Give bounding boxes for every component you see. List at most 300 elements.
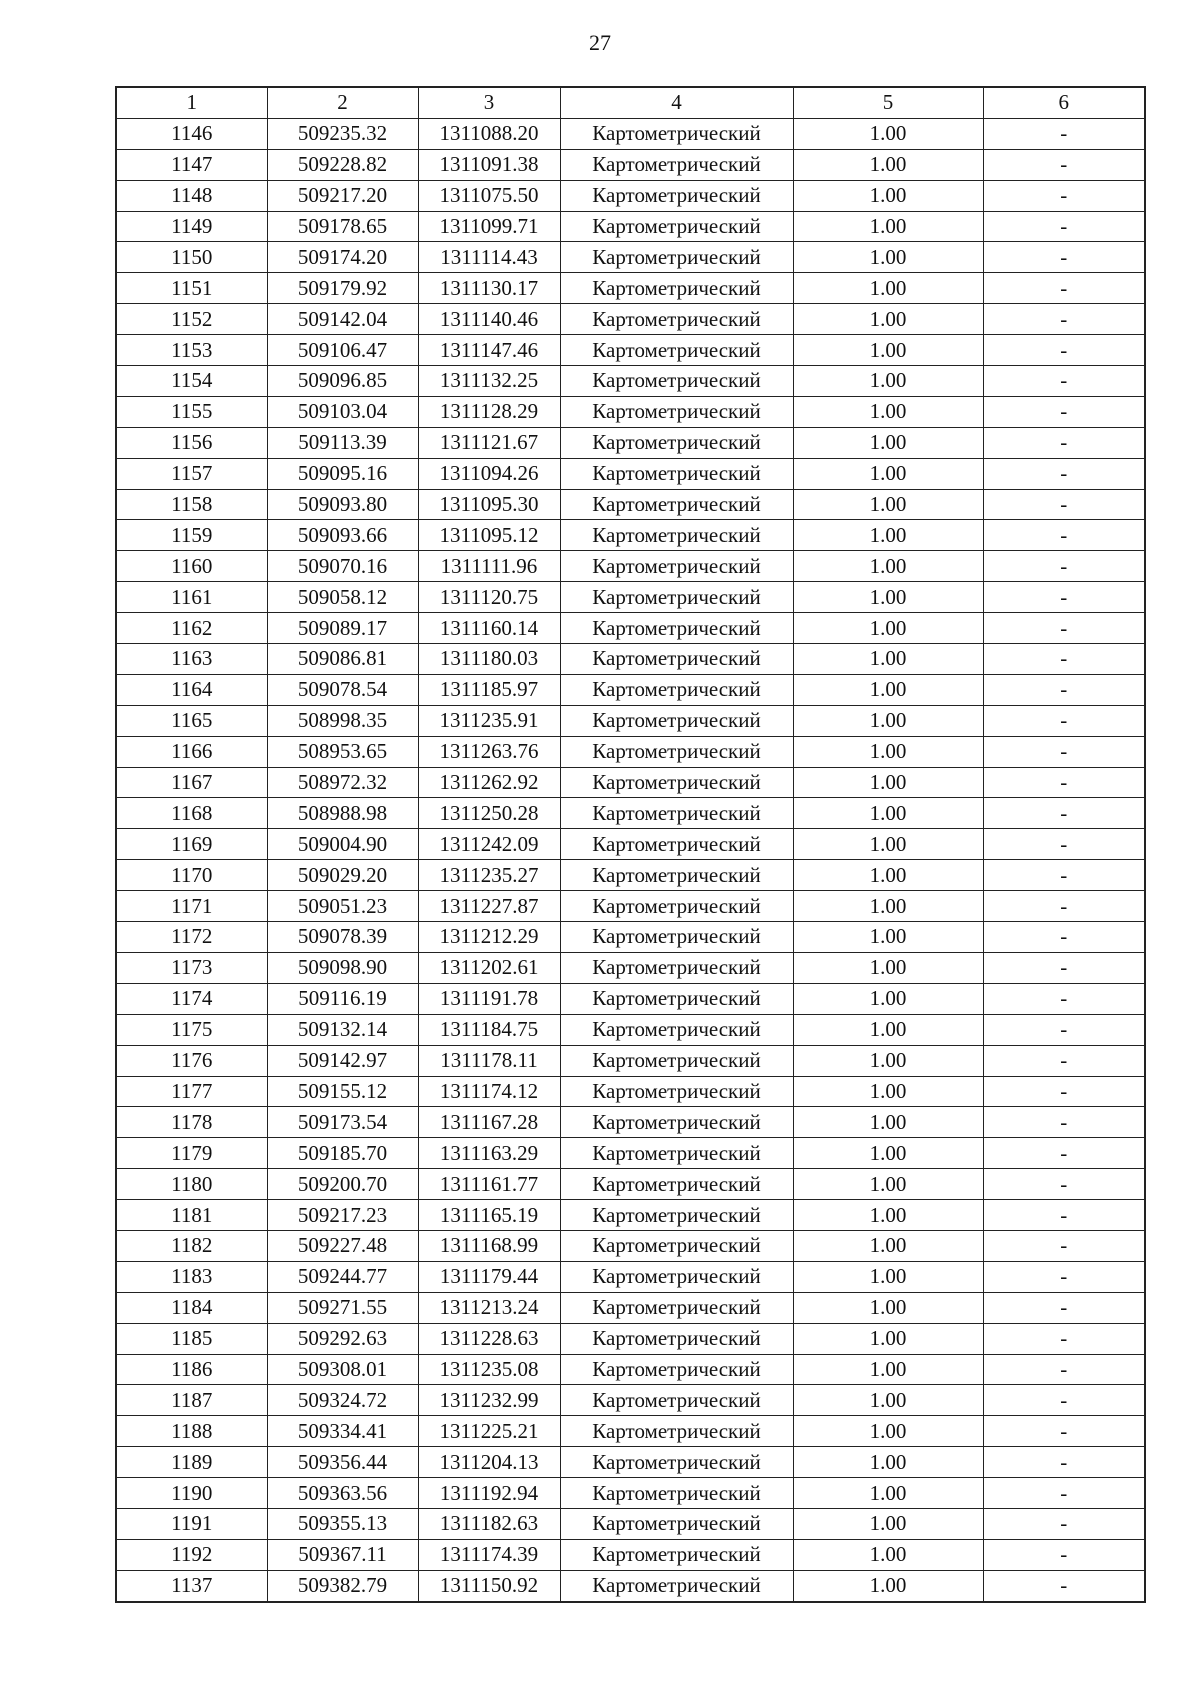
x-coordinate-cell: 509235.32 xyxy=(267,118,418,149)
y-coordinate-cell: 1311174.39 xyxy=(418,1539,560,1570)
method-cell: Картометрический xyxy=(560,427,793,458)
y-coordinate-cell: 1311179.44 xyxy=(418,1261,560,1292)
accuracy-cell: 1.00 xyxy=(793,1200,983,1231)
method-cell: Картометрический xyxy=(560,613,793,644)
method-cell: Картометрический xyxy=(560,335,793,366)
accuracy-cell: 1.00 xyxy=(793,1014,983,1045)
note-cell: - xyxy=(983,1045,1145,1076)
accuracy-cell: 1.00 xyxy=(793,1169,983,1200)
point-number-cell: 1150 xyxy=(116,242,267,273)
x-coordinate-cell: 509217.23 xyxy=(267,1200,418,1231)
x-coordinate-cell: 509155.12 xyxy=(267,1076,418,1107)
y-coordinate-cell: 1311114.43 xyxy=(418,242,560,273)
table-row xyxy=(116,952,1145,983)
y-coordinate-cell: 1311182.63 xyxy=(418,1508,560,1539)
method-cell: Картометрический xyxy=(560,1539,793,1570)
x-coordinate-cell: 509058.12 xyxy=(267,582,418,613)
accuracy-cell: 1.00 xyxy=(793,891,983,922)
accuracy-cell: 1.00 xyxy=(793,1292,983,1323)
table-row xyxy=(116,242,1145,273)
point-number-cell: 1182 xyxy=(116,1230,267,1261)
page-number: 27 xyxy=(589,30,611,55)
point-number-cell: 1183 xyxy=(116,1261,267,1292)
y-coordinate-cell: 1311212.29 xyxy=(418,922,560,953)
point-number-cell: 1179 xyxy=(116,1138,267,1169)
x-coordinate-cell: 509095.16 xyxy=(267,458,418,489)
method-cell: Картометрический xyxy=(560,520,793,551)
method-cell: Картометрический xyxy=(560,644,793,675)
accuracy-cell: 1.00 xyxy=(793,180,983,211)
method-cell: Картометрический xyxy=(560,922,793,953)
y-coordinate-cell: 1311094.26 xyxy=(418,458,560,489)
accuracy-cell: 1.00 xyxy=(793,427,983,458)
table-row xyxy=(116,582,1145,613)
x-coordinate-cell: 509089.17 xyxy=(267,613,418,644)
table-row xyxy=(116,1014,1145,1045)
method-cell: Картометрический xyxy=(560,891,793,922)
y-coordinate-cell: 1311132.25 xyxy=(418,366,560,397)
table-row xyxy=(116,211,1145,242)
accuracy-cell: 1.00 xyxy=(793,366,983,397)
x-coordinate-cell: 509355.13 xyxy=(267,1508,418,1539)
accuracy-cell: 1.00 xyxy=(793,798,983,829)
accuracy-cell: 1.00 xyxy=(793,613,983,644)
method-cell: Картометрический xyxy=(560,1014,793,1045)
y-coordinate-cell: 1311128.29 xyxy=(418,396,560,427)
table-row xyxy=(116,458,1145,489)
table-row xyxy=(116,1323,1145,1354)
note-cell: - xyxy=(983,1447,1145,1478)
y-coordinate-cell: 1311163.29 xyxy=(418,1138,560,1169)
note-cell: - xyxy=(983,366,1145,397)
x-coordinate-cell: 509185.70 xyxy=(267,1138,418,1169)
accuracy-cell: 1.00 xyxy=(793,520,983,551)
accuracy-cell: 1.00 xyxy=(793,458,983,489)
method-cell: Картометрический xyxy=(560,798,793,829)
method-cell: Картометрический xyxy=(560,1076,793,1107)
point-number-cell: 1158 xyxy=(116,489,267,520)
point-number-cell: 1191 xyxy=(116,1508,267,1539)
method-cell: Картометрический xyxy=(560,489,793,520)
method-cell: Картометрический xyxy=(560,1478,793,1509)
y-coordinate-cell: 1311235.08 xyxy=(418,1354,560,1385)
accuracy-cell: 1.00 xyxy=(793,149,983,180)
y-coordinate-cell: 1311235.27 xyxy=(418,860,560,891)
note-cell: - xyxy=(983,983,1145,1014)
table-row xyxy=(116,1230,1145,1261)
point-number-cell: 1165 xyxy=(116,705,267,736)
method-cell: Картометрический xyxy=(560,952,793,983)
x-coordinate-cell: 509356.44 xyxy=(267,1447,418,1478)
table-row xyxy=(116,798,1145,829)
note-cell: - xyxy=(983,1354,1145,1385)
x-coordinate-cell: 509078.54 xyxy=(267,674,418,705)
point-number-cell: 1184 xyxy=(116,1292,267,1323)
y-coordinate-cell: 1311150.92 xyxy=(418,1570,560,1601)
accuracy-cell: 1.00 xyxy=(793,1385,983,1416)
note-cell: - xyxy=(983,736,1145,767)
x-coordinate-cell: 509096.85 xyxy=(267,366,418,397)
note-cell: - xyxy=(983,1138,1145,1169)
accuracy-cell: 1.00 xyxy=(793,489,983,520)
x-coordinate-cell: 509029.20 xyxy=(267,860,418,891)
accuracy-cell: 1.00 xyxy=(793,829,983,860)
note-cell: - xyxy=(983,644,1145,675)
method-cell: Картометрический xyxy=(560,1261,793,1292)
accuracy-cell: 1.00 xyxy=(793,242,983,273)
note-cell: - xyxy=(983,1478,1145,1509)
y-coordinate-cell: 1311185.97 xyxy=(418,674,560,705)
table-row xyxy=(116,1107,1145,1138)
point-number-cell: 1175 xyxy=(116,1014,267,1045)
note-cell: - xyxy=(983,1292,1145,1323)
accuracy-cell: 1.00 xyxy=(793,1570,983,1601)
point-number-cell: 1160 xyxy=(116,551,267,582)
x-coordinate-cell: 509142.97 xyxy=(267,1045,418,1076)
method-cell: Картометрический xyxy=(560,458,793,489)
y-coordinate-cell: 1311095.30 xyxy=(418,489,560,520)
method-cell: Картометрический xyxy=(560,1570,793,1601)
accuracy-cell: 1.00 xyxy=(793,118,983,149)
y-coordinate-cell: 1311250.28 xyxy=(418,798,560,829)
x-coordinate-cell: 509098.90 xyxy=(267,952,418,983)
method-cell: Картометрический xyxy=(560,1169,793,1200)
note-cell: - xyxy=(983,1107,1145,1138)
note-cell: - xyxy=(983,952,1145,983)
table-row xyxy=(116,149,1145,180)
y-coordinate-cell: 1311225.21 xyxy=(418,1416,560,1447)
note-cell: - xyxy=(983,458,1145,489)
accuracy-cell: 1.00 xyxy=(793,1354,983,1385)
y-coordinate-cell: 1311099.71 xyxy=(418,211,560,242)
method-cell: Картометрический xyxy=(560,304,793,335)
x-coordinate-cell: 509308.01 xyxy=(267,1354,418,1385)
note-cell: - xyxy=(983,211,1145,242)
accuracy-cell: 1.00 xyxy=(793,582,983,613)
x-coordinate-cell: 509382.79 xyxy=(267,1570,418,1601)
table-row xyxy=(116,1478,1145,1509)
method-cell: Картометрический xyxy=(560,582,793,613)
x-coordinate-cell: 509178.65 xyxy=(267,211,418,242)
table-body xyxy=(116,118,1145,1601)
method-cell: Картометрический xyxy=(560,1200,793,1231)
method-cell: Картометрический xyxy=(560,180,793,211)
y-coordinate-cell: 1311160.14 xyxy=(418,613,560,644)
table-row xyxy=(116,674,1145,705)
y-coordinate-cell: 1311184.75 xyxy=(418,1014,560,1045)
x-coordinate-cell: 509106.47 xyxy=(267,335,418,366)
point-number-cell: 1147 xyxy=(116,149,267,180)
note-cell: - xyxy=(983,1230,1145,1261)
point-number-cell: 1190 xyxy=(116,1478,267,1509)
note-cell: - xyxy=(983,922,1145,953)
accuracy-cell: 1.00 xyxy=(793,1478,983,1509)
y-coordinate-cell: 1311191.78 xyxy=(418,983,560,1014)
point-number-cell: 1162 xyxy=(116,613,267,644)
point-number-cell: 1187 xyxy=(116,1385,267,1416)
table-row xyxy=(116,891,1145,922)
method-cell: Картометрический xyxy=(560,767,793,798)
y-coordinate-cell: 1311227.87 xyxy=(418,891,560,922)
point-number-cell: 1168 xyxy=(116,798,267,829)
accuracy-cell: 1.00 xyxy=(793,736,983,767)
table-row xyxy=(116,489,1145,520)
table-row xyxy=(116,1292,1145,1323)
y-coordinate-cell: 1311130.17 xyxy=(418,273,560,304)
accuracy-cell: 1.00 xyxy=(793,1045,983,1076)
x-coordinate-cell: 509113.39 xyxy=(267,427,418,458)
note-cell: - xyxy=(983,396,1145,427)
y-coordinate-cell: 1311228.63 xyxy=(418,1323,560,1354)
table-row xyxy=(116,1169,1145,1200)
x-coordinate-cell: 509093.66 xyxy=(267,520,418,551)
point-number-cell: 1163 xyxy=(116,644,267,675)
table-row xyxy=(116,736,1145,767)
note-cell: - xyxy=(983,1076,1145,1107)
method-cell: Картометрический xyxy=(560,674,793,705)
table-row xyxy=(116,1570,1145,1601)
point-number-cell: 1166 xyxy=(116,736,267,767)
table-row xyxy=(116,366,1145,397)
point-number-cell: 1137 xyxy=(116,1570,267,1601)
point-number-cell: 1153 xyxy=(116,335,267,366)
x-coordinate-cell: 509174.20 xyxy=(267,242,418,273)
table-row xyxy=(116,613,1145,644)
y-coordinate-cell: 1311111.96 xyxy=(418,551,560,582)
table-row xyxy=(116,520,1145,551)
method-cell: Картометрический xyxy=(560,1230,793,1261)
accuracy-cell: 1.00 xyxy=(793,1076,983,1107)
note-cell: - xyxy=(983,860,1145,891)
coordinates-table xyxy=(115,86,1146,1603)
note-cell: - xyxy=(983,1508,1145,1539)
table-row xyxy=(116,860,1145,891)
point-number-cell: 1185 xyxy=(116,1323,267,1354)
accuracy-cell: 1.00 xyxy=(793,396,983,427)
point-number-cell: 1181 xyxy=(116,1200,267,1231)
y-coordinate-cell: 1311121.67 xyxy=(418,427,560,458)
method-cell: Картометрический xyxy=(560,551,793,582)
accuracy-cell: 1.00 xyxy=(793,304,983,335)
y-coordinate-cell: 1311168.99 xyxy=(418,1230,560,1261)
method-cell: Картометрический xyxy=(560,396,793,427)
point-number-cell: 1188 xyxy=(116,1416,267,1447)
accuracy-cell: 1.00 xyxy=(793,1447,983,1478)
note-cell: - xyxy=(983,1570,1145,1601)
note-cell: - xyxy=(983,427,1145,458)
method-cell: Картометрический xyxy=(560,149,793,180)
method-cell: Картометрический xyxy=(560,983,793,1014)
method-cell: Картометрический xyxy=(560,1447,793,1478)
note-cell: - xyxy=(983,118,1145,149)
accuracy-cell: 1.00 xyxy=(793,860,983,891)
point-number-cell: 1189 xyxy=(116,1447,267,1478)
note-cell: - xyxy=(983,180,1145,211)
x-coordinate-cell: 509116.19 xyxy=(267,983,418,1014)
point-number-cell: 1169 xyxy=(116,829,267,860)
note-cell: - xyxy=(983,149,1145,180)
accuracy-cell: 1.00 xyxy=(793,767,983,798)
y-coordinate-cell: 1311161.77 xyxy=(418,1169,560,1200)
table-row xyxy=(116,922,1145,953)
accuracy-cell: 1.00 xyxy=(793,1138,983,1169)
method-cell: Картометрический xyxy=(560,1354,793,1385)
y-coordinate-cell: 1311235.91 xyxy=(418,705,560,736)
point-number-cell: 1174 xyxy=(116,983,267,1014)
x-coordinate-cell: 509292.63 xyxy=(267,1323,418,1354)
point-number-cell: 1177 xyxy=(116,1076,267,1107)
method-cell: Картометрический xyxy=(560,1385,793,1416)
x-coordinate-cell: 508953.65 xyxy=(267,736,418,767)
note-cell: - xyxy=(983,1014,1145,1045)
point-number-cell: 1149 xyxy=(116,211,267,242)
x-coordinate-cell: 509324.72 xyxy=(267,1385,418,1416)
accuracy-cell: 1.00 xyxy=(793,644,983,675)
x-coordinate-cell: 508988.98 xyxy=(267,798,418,829)
x-coordinate-cell: 509217.20 xyxy=(267,180,418,211)
x-coordinate-cell: 509142.04 xyxy=(267,304,418,335)
point-number-cell: 1164 xyxy=(116,674,267,705)
x-coordinate-cell: 509086.81 xyxy=(267,644,418,675)
point-number-cell: 1186 xyxy=(116,1354,267,1385)
x-coordinate-cell: 509367.11 xyxy=(267,1539,418,1570)
column-header-4: 4 xyxy=(560,87,793,118)
x-coordinate-cell: 509093.80 xyxy=(267,489,418,520)
table-row xyxy=(116,118,1145,149)
method-cell: Картометрический xyxy=(560,1292,793,1323)
table-row xyxy=(116,335,1145,366)
point-number-cell: 1159 xyxy=(116,520,267,551)
note-cell: - xyxy=(983,767,1145,798)
y-coordinate-cell: 1311192.94 xyxy=(418,1478,560,1509)
point-number-cell: 1148 xyxy=(116,180,267,211)
accuracy-cell: 1.00 xyxy=(793,1416,983,1447)
y-coordinate-cell: 1311202.61 xyxy=(418,952,560,983)
column-header-6: 6 xyxy=(983,87,1145,118)
method-cell: Картометрический xyxy=(560,1045,793,1076)
method-cell: Картометрический xyxy=(560,860,793,891)
method-cell: Картометрический xyxy=(560,242,793,273)
x-coordinate-cell: 509334.41 xyxy=(267,1416,418,1447)
table-row xyxy=(116,767,1145,798)
x-coordinate-cell: 509051.23 xyxy=(267,891,418,922)
table-row xyxy=(116,829,1145,860)
table-row xyxy=(116,705,1145,736)
y-coordinate-cell: 1311263.76 xyxy=(418,736,560,767)
x-coordinate-cell: 508972.32 xyxy=(267,767,418,798)
x-coordinate-cell: 509363.56 xyxy=(267,1478,418,1509)
method-cell: Картометрический xyxy=(560,118,793,149)
note-cell: - xyxy=(983,674,1145,705)
method-cell: Картометрический xyxy=(560,211,793,242)
method-cell: Картометрический xyxy=(560,1138,793,1169)
point-number-cell: 1155 xyxy=(116,396,267,427)
note-cell: - xyxy=(983,1169,1145,1200)
x-coordinate-cell: 509200.70 xyxy=(267,1169,418,1200)
table-row xyxy=(116,304,1145,335)
accuracy-cell: 1.00 xyxy=(793,273,983,304)
y-coordinate-cell: 1311204.13 xyxy=(418,1447,560,1478)
note-cell: - xyxy=(983,798,1145,829)
table-row xyxy=(116,1385,1145,1416)
y-coordinate-cell: 1311213.24 xyxy=(418,1292,560,1323)
table-row xyxy=(116,551,1145,582)
accuracy-cell: 1.00 xyxy=(793,674,983,705)
x-coordinate-cell: 509078.39 xyxy=(267,922,418,953)
table-row xyxy=(116,1447,1145,1478)
accuracy-cell: 1.00 xyxy=(793,1539,983,1570)
table-row xyxy=(116,273,1145,304)
note-cell: - xyxy=(983,829,1145,860)
method-cell: Картометрический xyxy=(560,273,793,304)
table-row xyxy=(116,1045,1145,1076)
table-row xyxy=(116,1416,1145,1447)
method-cell: Картометрический xyxy=(560,736,793,767)
y-coordinate-cell: 1311232.99 xyxy=(418,1385,560,1416)
point-number-cell: 1157 xyxy=(116,458,267,489)
note-cell: - xyxy=(983,1385,1145,1416)
accuracy-cell: 1.00 xyxy=(793,922,983,953)
table-row xyxy=(116,180,1145,211)
method-cell: Картометрический xyxy=(560,1508,793,1539)
y-coordinate-cell: 1311165.19 xyxy=(418,1200,560,1231)
x-coordinate-cell: 509070.16 xyxy=(267,551,418,582)
y-coordinate-cell: 1311120.75 xyxy=(418,582,560,613)
point-number-cell: 1171 xyxy=(116,891,267,922)
note-cell: - xyxy=(983,1323,1145,1354)
accuracy-cell: 1.00 xyxy=(793,983,983,1014)
note-cell: - xyxy=(983,1200,1145,1231)
method-cell: Картометрический xyxy=(560,1323,793,1354)
note-cell: - xyxy=(983,489,1145,520)
accuracy-cell: 1.00 xyxy=(793,1323,983,1354)
point-number-cell: 1173 xyxy=(116,952,267,983)
accuracy-cell: 1.00 xyxy=(793,551,983,582)
y-coordinate-cell: 1311174.12 xyxy=(418,1076,560,1107)
note-cell: - xyxy=(983,335,1145,366)
note-cell: - xyxy=(983,520,1145,551)
accuracy-cell: 1.00 xyxy=(793,335,983,366)
note-cell: - xyxy=(983,582,1145,613)
table-row xyxy=(116,983,1145,1014)
x-coordinate-cell: 509103.04 xyxy=(267,396,418,427)
table-row xyxy=(116,427,1145,458)
note-cell: - xyxy=(983,304,1145,335)
accuracy-cell: 1.00 xyxy=(793,1107,983,1138)
point-number-cell: 1170 xyxy=(116,860,267,891)
point-number-cell: 1154 xyxy=(116,366,267,397)
method-cell: Картометрический xyxy=(560,705,793,736)
table-row xyxy=(116,1539,1145,1570)
y-coordinate-cell: 1311262.92 xyxy=(418,767,560,798)
accuracy-cell: 1.00 xyxy=(793,1261,983,1292)
note-cell: - xyxy=(983,613,1145,644)
note-cell: - xyxy=(983,242,1145,273)
x-coordinate-cell: 509228.82 xyxy=(267,149,418,180)
point-number-cell: 1172 xyxy=(116,922,267,953)
note-cell: - xyxy=(983,551,1145,582)
point-number-cell: 1167 xyxy=(116,767,267,798)
y-coordinate-cell: 1311242.09 xyxy=(418,829,560,860)
accuracy-cell: 1.00 xyxy=(793,1230,983,1261)
accuracy-cell: 1.00 xyxy=(793,952,983,983)
x-coordinate-cell: 509244.77 xyxy=(267,1261,418,1292)
note-cell: - xyxy=(983,273,1145,304)
note-cell: - xyxy=(983,891,1145,922)
point-number-cell: 1151 xyxy=(116,273,267,304)
method-cell: Картометрический xyxy=(560,829,793,860)
point-number-cell: 1156 xyxy=(116,427,267,458)
